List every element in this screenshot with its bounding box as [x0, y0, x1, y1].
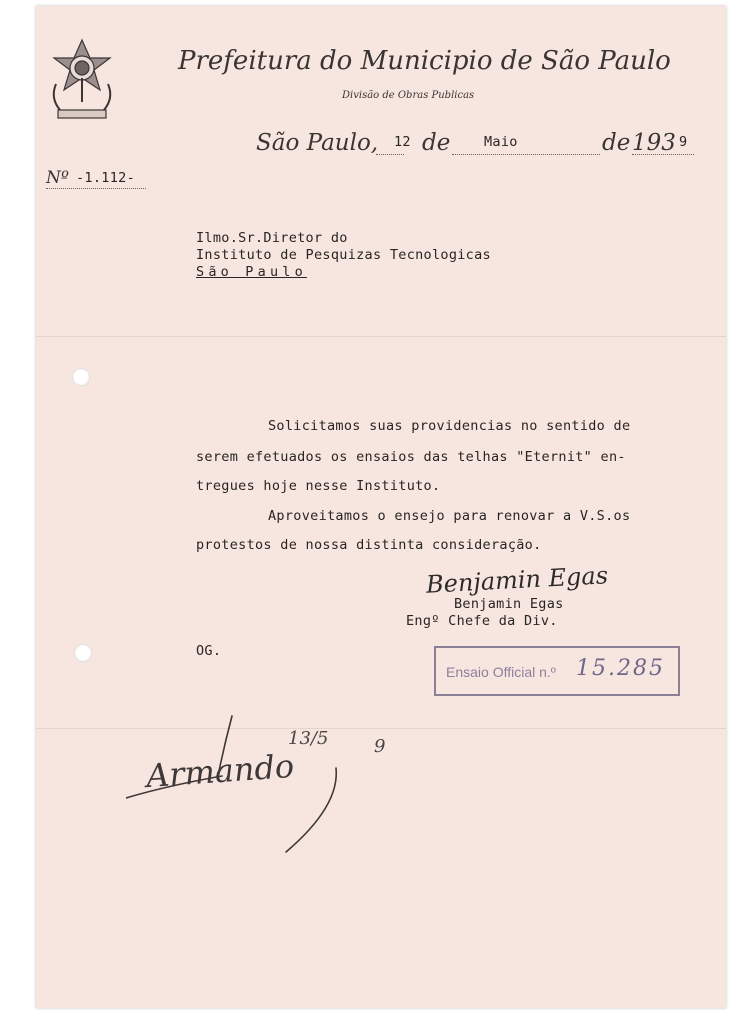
addressee-line: Instituto de Pesquizas Tecnologicas [196, 247, 491, 263]
date-day: 12 [394, 134, 411, 150]
handwritten-signature: Armando [144, 746, 296, 796]
date-city: São Paulo, [256, 130, 379, 156]
body-line: Aproveitamos o ensejo para renovar a V.S.os [268, 508, 631, 524]
body-line: protestos de nossa distinta consideração. [196, 537, 542, 553]
handwritten-date: 13/5 [288, 728, 329, 749]
typist-initials: OG. [196, 643, 222, 659]
body-line: serem efetuados os ensaios das telhas "Eternit" en- [196, 449, 626, 465]
dotted-line [632, 154, 694, 155]
addressee-city: São Paulo [196, 264, 307, 280]
dotted-line [46, 188, 146, 189]
punch-hole [74, 644, 92, 662]
reference-number: -1.112- [76, 170, 135, 186]
handwritten-signature: Benjamin Egas [425, 561, 609, 599]
reference-prefix: Nº [46, 168, 69, 188]
stamp-label: Ensaio Official n.º [446, 664, 556, 680]
handwritten-strokes [126, 706, 386, 866]
date-year-prefix: 193 [632, 130, 676, 156]
date-de: de [602, 130, 631, 156]
signatory-title: Engº Chefe da Div. [406, 613, 558, 629]
punch-hole [72, 368, 90, 386]
body-line: Solicitamos suas providencias no sentido de [268, 418, 631, 434]
dotted-line [376, 154, 404, 155]
fold-line [36, 336, 726, 337]
letter-sheet [36, 6, 726, 1008]
date-de: de [422, 130, 451, 156]
stamp-number: 15.285 [576, 656, 665, 681]
coat-of-arms-emblem [44, 36, 120, 124]
handwritten-year: 9 [374, 736, 386, 757]
date-year-suffix: 9 [679, 134, 688, 150]
addressee-line: Ilmo.Sr.Diretor do [196, 230, 348, 246]
letterhead-title: Prefeitura do Municipio de São Paulo [178, 46, 671, 76]
date-month: Maio [484, 134, 518, 150]
dotted-line [452, 154, 600, 155]
letterhead-subtitle: Divisão de Obras Publicas [342, 90, 475, 101]
receipt-stamp [434, 646, 680, 696]
signatory-name: Benjamin Egas [454, 596, 564, 612]
body-line: tregues hoje nesse Instituto. [196, 478, 441, 494]
